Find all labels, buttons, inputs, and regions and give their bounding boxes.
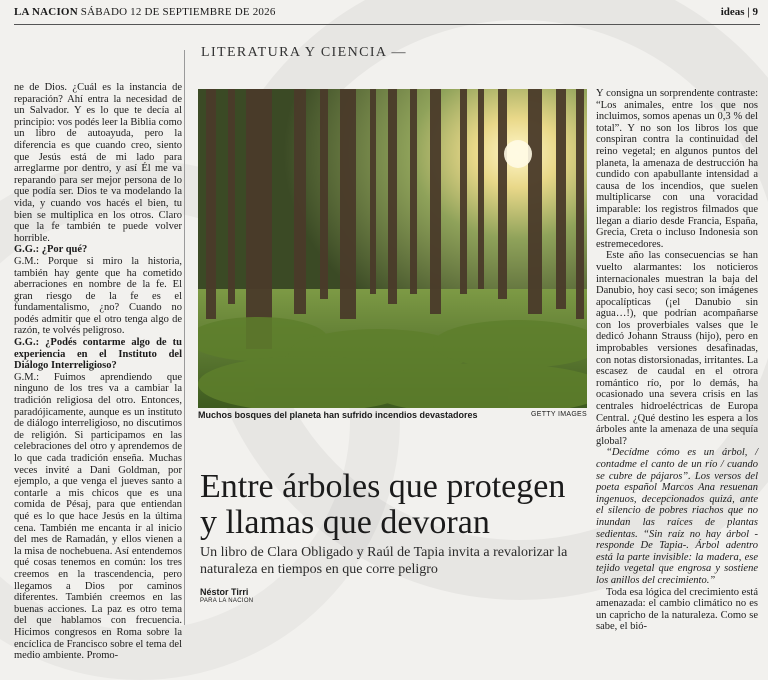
- headline: Entre árboles que protegen y llamas que devoran: [200, 468, 566, 541]
- right-paragraph: Este año las consecuencias se han vuelto alarmantes: los noticieros internacionales muestran la baja del Danubio, hoy casi seco; son imágenes apocalípticas (¡el Danubio sin agua…!), que podrían acompañarse con los proverbiales valses que le dedicó Johann Strauss (hijo), pero en improbables versiones desafinadas, con notas distorsionadas, irritantes. La escasez de caudal en el otrora romántico río, por lo demás, ha ocasionado una severa crisis en las centrales hidroeléctricas de Europa Central. ¿Qué destino les espera a los árboles ante la amenaza de una sequía global?: [596, 250, 758, 447]
- caption-text: Muchos bosques del planeta han sufrido incendios devastadores: [198, 410, 478, 420]
- column-divider: [184, 50, 185, 625]
- section-name: ideas: [720, 6, 745, 18]
- left-paragraph: ne de Dios. ¿Cuál es la instancia de reparación? Ahí entra la necesidad de un Salvador. Y es lo que te decía al principio: vos podés leer la Biblia como un libro de autoayuda, pero la diferencia es que cuando creo, siento que Jesús está de mi lado para arreglarme por dentro, y así Él me va reparando para ser mejor persona de lo que podía ser. Dios te va modelando la vida, y cuando vos hacés el bien, tu bien se multiplica en los otros. Claro que la fe también te puede volver horrible.: [14, 82, 182, 244]
- left-paragraph: G.M.: Porque si miro la historia, también hay gente que ha cometido aberraciones en nombre de la fe. El gran riesgo de la fe es el fundamentalismo, ¿no? Cuando no podés admitir que el otro tenga algo de razón, te volvés peligroso.: [14, 255, 182, 337]
- right-paragraph: Toda esa lógica del crecimiento está amenazada: el cambio climático no es un capricho de la naturaleza. Como se sabe, el bió-: [596, 586, 758, 633]
- page-header: [0, 0, 768, 26]
- left-paragraph: G.M.: Fuimos aprendiendo que ninguno de los tres va a cambiar la tradición religiosa del otro. Entonces, paradójicamente, aunque es un instituto de diálogo interreligioso, no discutimos de religión. Si participamos en las celebraciones del otro y aprendemos de lo que cada tradición enseña. Muchas veces invité a Dani Goldman, por ejemplo, a que venga el jueves santo a contarle a mis chicos que es una comida de Pésaj, para que entiendan qué es lo que hace Jesús en la última cena. También me encanta ir al inicio del mes de Ramadán, y ellos vienen a la misa de nochebuena. Así entendemos qué cosas tenemos en común: los tres creemos en la trascendencia, pero llegamos a Dios por caminos diferentes. También creemos en las buenas acciones. La paz es otro tema del que hablamos con frecuencia. Hicimos congresos en Roma sobre la encíclica de Francisco sobre el tema del medio ambiente. Promo-: [14, 371, 182, 662]
- right-paragraph: “Decídme cómo es un árbol, / contadme el canto de un río / cuando se cubre de pájaros”. Los versos del poeta español Marcos Ana resuenan ingenuos, decepcionados quizá, ante el silencio de pobres riachos que no inundan las raíces de plantas sedientas. “Sin raíz no hay árbol -responde De Tapia-. Árbol adentro está la parte invisible: la madera, ese tejido vegetal que engrosa y sostiene los anillos del crecimiento.”: [596, 447, 758, 586]
- subheadline: Un libro de Clara Obligado y Raúl de Tapia invita a revalorizar la naturaleza en tiempos en que corre peligro: [200, 545, 568, 577]
- forest-photo: [198, 89, 587, 408]
- left-column: [14, 82, 182, 662]
- section-folio: ideas | 9: [720, 6, 758, 18]
- page-number: 9: [752, 6, 758, 18]
- left-paragraph: G.G.: ¿Por qué?: [14, 244, 88, 256]
- byline-name: Néstor Tirri: [200, 587, 249, 597]
- masthead: [14, 6, 276, 18]
- right-paragraph: Y consigna un sorprendente contraste: “Los animales, entre los que nos incluimos, somos apenas un 0,3 % del total”. Y no son los libros los que conspiran contra la continuidad del reino vegetal; en algunos puntos del planeta, la amenaza de destrucción ha cundido con apabullante intensidad a causa de los incendios, que suelen multiplicarse con una voracidad imparable: los registros filmados que llegan a diario desde Francia, España, Grecia, Creta o incluso Indonesia son estremecedores.: [596, 88, 758, 250]
- paper-name: LA NACION: [14, 6, 78, 18]
- left-paragraph: G.G.: ¿Podés contarme algo de tu experiencia en el Instituto del Diálogo Interreligioso?: [14, 337, 182, 372]
- header-rule: [14, 24, 760, 25]
- right-column: [596, 88, 758, 633]
- issue-date: SÁBADO 12 DE SEPTIEMBRE DE 2026: [80, 6, 276, 18]
- photo-caption: [198, 410, 587, 420]
- photo-credit: GETTY IMAGES: [531, 411, 587, 418]
- byline-outlet: PARA LA NACION: [200, 598, 254, 604]
- section-label: LITERATURA Y CIENCIA —: [201, 45, 407, 60]
